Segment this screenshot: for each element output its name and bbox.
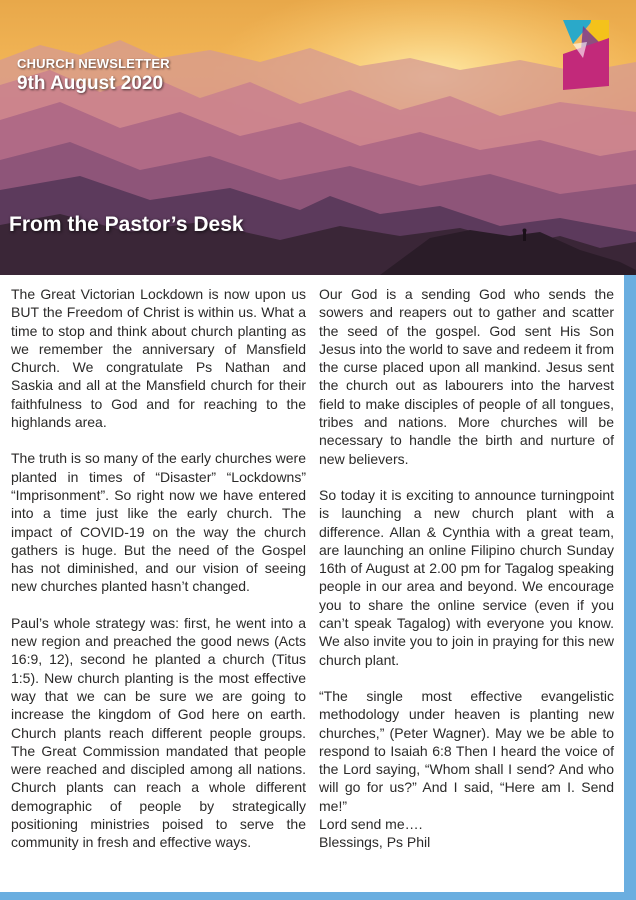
closing-line: Lord send me…. [319,816,423,833]
paragraph: “The single most effective evangelistic methodology under heaven is planting new churches,” (Peter Wagner). May we be able to respond to Isaiah 6:8 Then I heard the voice of the Lord saying, “Whom shall I send? And who will go for us?” And I said, “Here am I. Send me!” [319,687,614,814]
paragraph: The truth is so many of the early churches were planted in times of “Disaster” “Lockdowns” “Imprisonment”. So right now we have entered into a time just like the early church. The impact of COVID-19 on the way the church gathers is huge. But the need of the Gospel has not diminished, and our vision of seeing new churches planted hasn’t changed. [11,450,306,595]
article-column-left [11,285,306,870]
newsletter-date: 9th August 2020 [17,73,164,94]
paragraph: Paul’s whole strategy was: first, he went into a new region and preached the good news (Acts 16:9, 12), second he planted a church (Titus 1:5). New church planting is the most effective way that we can be sure we are going to increase the kingdom of God here on earth. Church plants reach different people groups. The Great Commission mandated that people were reached and discipled among all nations. Church plants can reach a whole different demographic of people by strategically positioning ministries poised to serve the community in fresh and effective ways. [11,614,306,851]
paragraph: Our God is a sending God who sends the sowers and reapers out to gather and scatter the seed of the gospel. God sent His Son Jesus into the world to save and redeem it from the curse placed upon all mankind. Jesus sent the church out as labourers into the harvest field to make disciples of people of all tongues, tribes and nations. More churches will be necessary to handle the birth and nurture of new believers. [319,286,614,467]
paragraph: So today it is exciting to announce turningpoint is launching a new church plant with a difference. Allan & Cynthia with a great team, are launching an online Filipino church Sunday 16th of August at 2.00 pm for Tagalog speaking people in our area and beyond. We encourage you to share the online service (even if you can’t speak Tagalog) with everyone you know. We also invite you to join in praying for this new church plant. [319,486,614,668]
article-body [0,275,624,892]
article-column-right [319,285,614,852]
paragraph: The Great Victorian Lockdown is now upon us BUT the Freedom of Christ is within us. What a time to stop and think about church planting as we remember the anniversary of Mansfield Church. We congratulate Ps Nathan and Saskia and all at the Mansfield church for their faithfulness to God and for reaching to the highlands area. [11,286,306,431]
header-banner [0,0,636,275]
newsletter-label: CHURCH NEWSLETTER [17,56,170,71]
signature: Blessings, Ps Phil [319,834,431,851]
section-title: From the Pastor’s Desk [9,213,244,236]
